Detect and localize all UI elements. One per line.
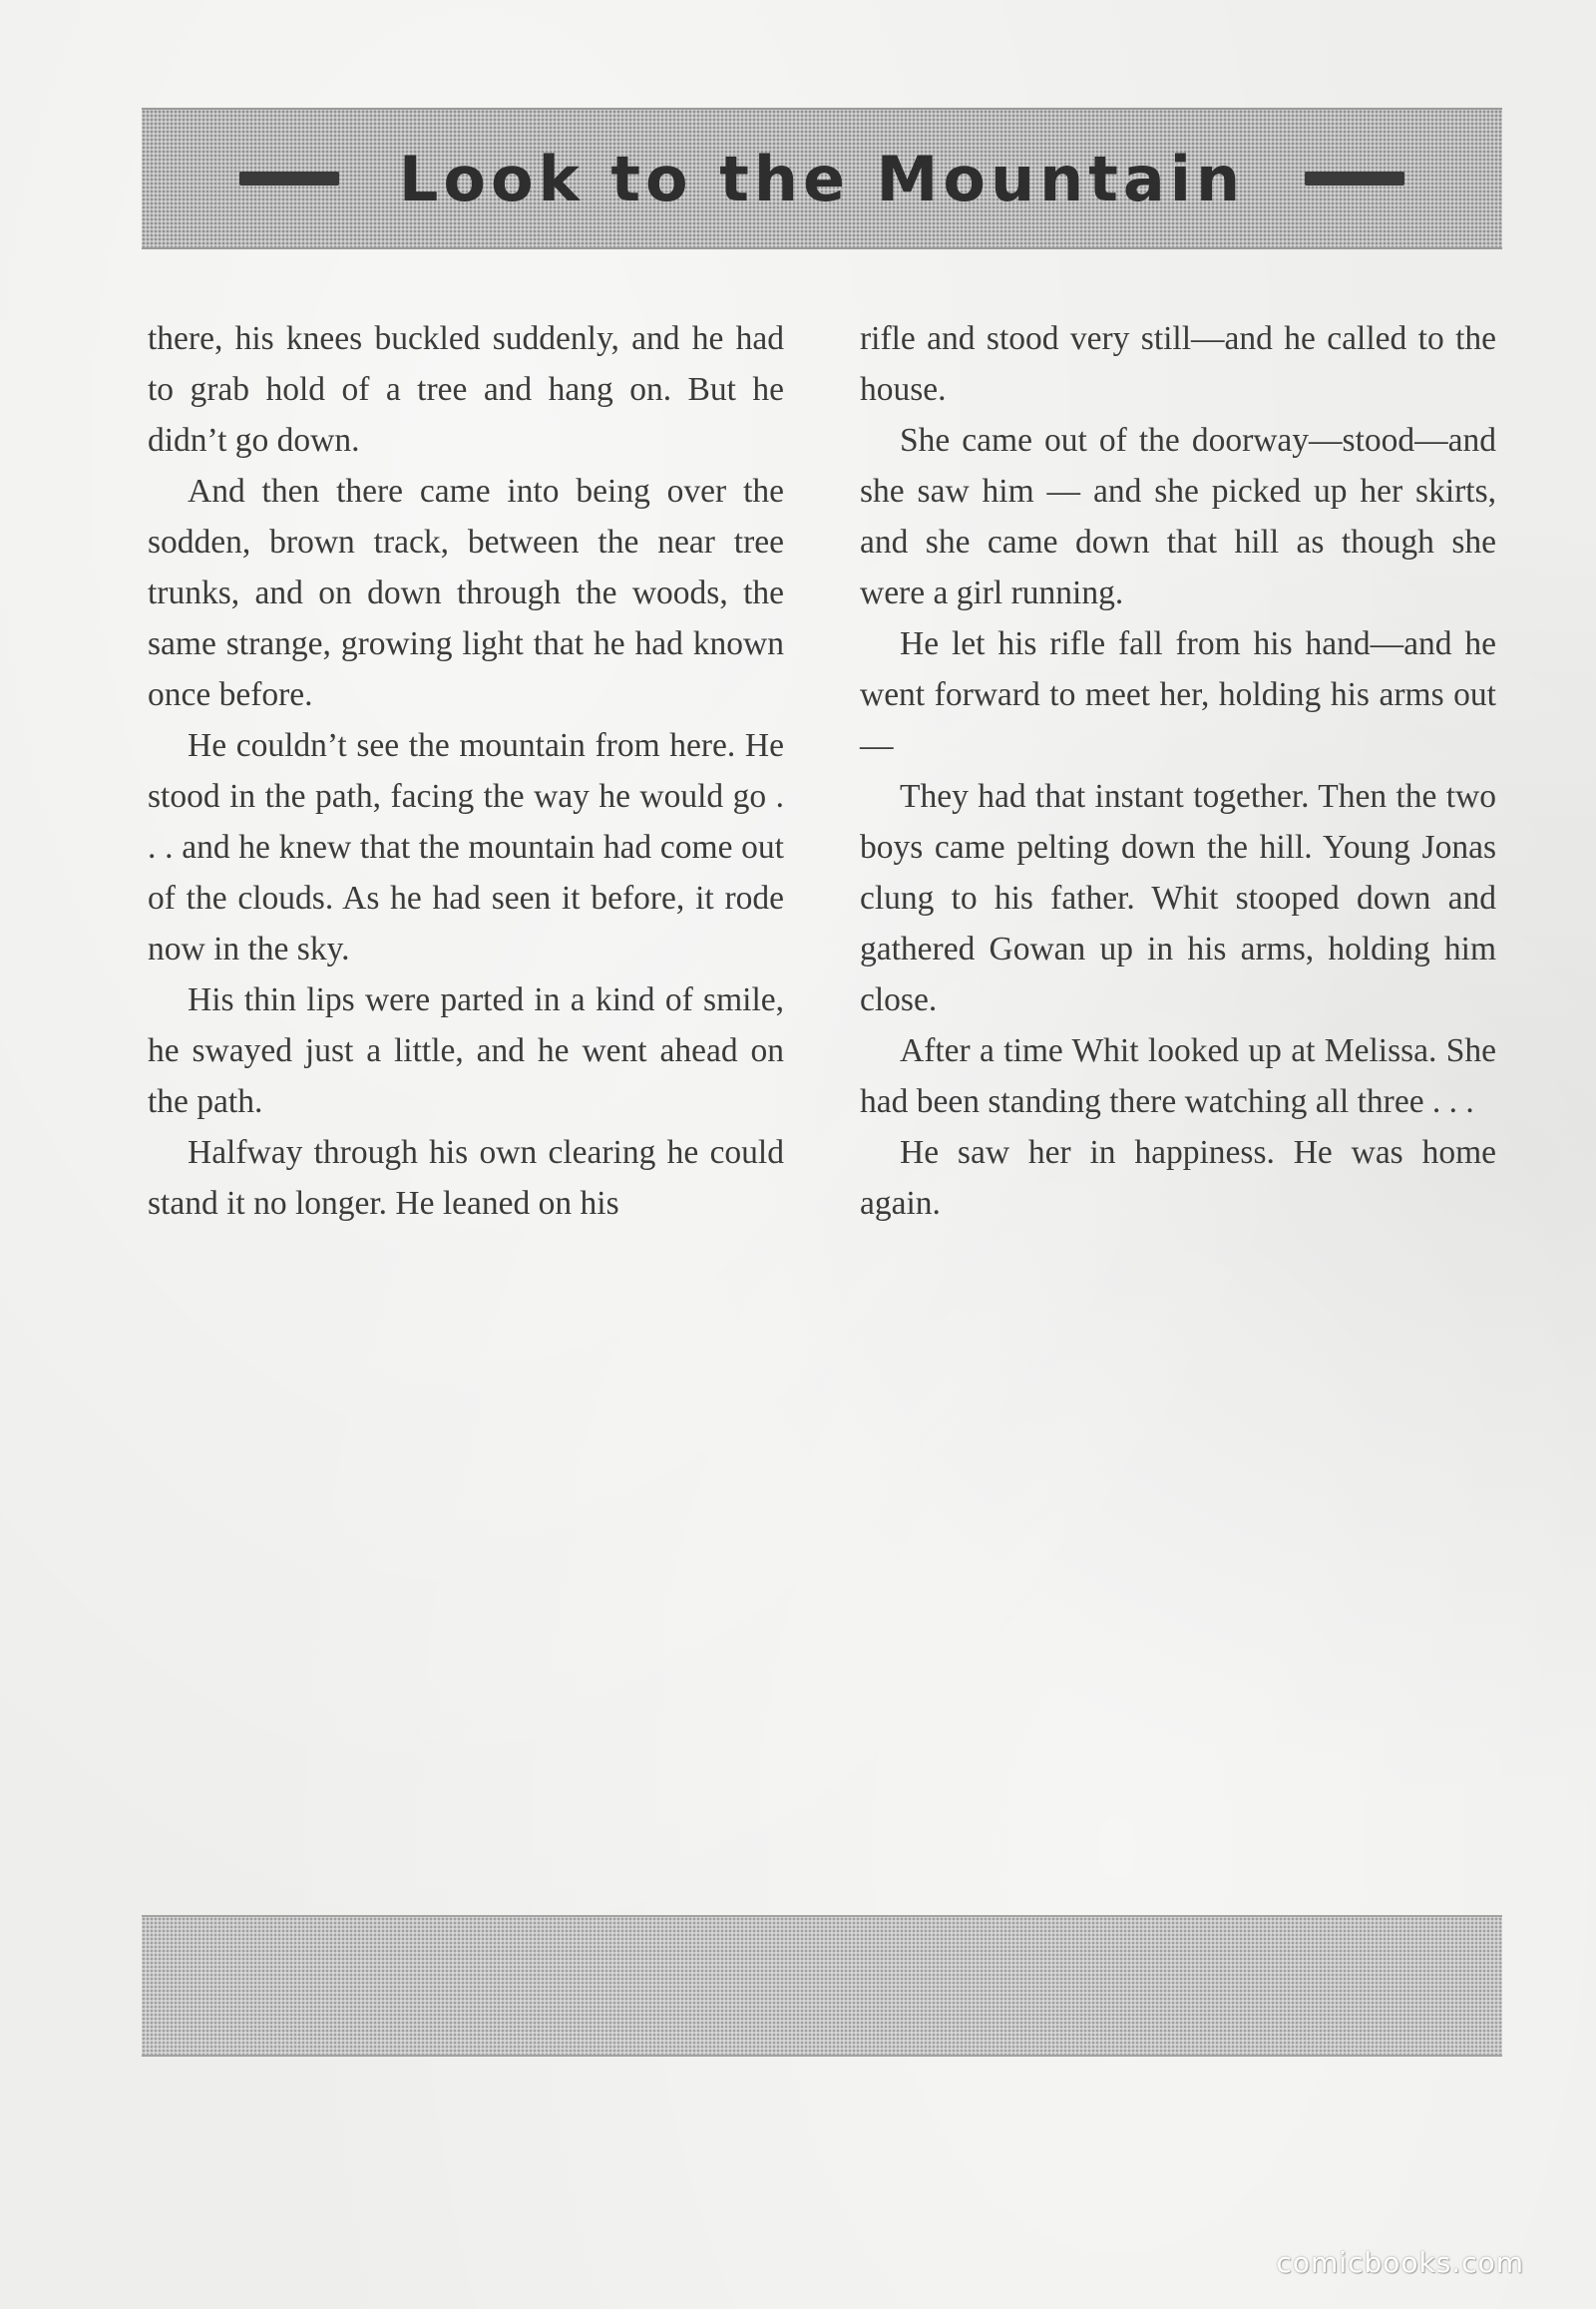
watermark: comicbooks.com bbox=[1276, 2246, 1524, 2279]
paragraph: And then there came into being over the sodden, brown track, between the near tree trunks, and on down through the woods, the same strange, growing light that he had known once before. bbox=[148, 473, 784, 713]
paragraph: He saw her in happiness. He was home again. bbox=[860, 1134, 1496, 1222]
paragraph: After a time Whit looked up at Melissa. She had been standing there watching all three . . . bbox=[860, 1032, 1496, 1120]
title-dash-right bbox=[1305, 172, 1404, 186]
paragraph: Halfway through his own clearing he could stand it no longer. He leaned on his bbox=[148, 1134, 784, 1222]
paragraph: They had that instant together. Then the two boys came pelting down the hill. Young Jonas clung to his father. Whit stooped down and gathered Gowan up in his arms, holding him close. bbox=[860, 778, 1496, 1018]
paragraph: there, his knees buckled suddenly, and he had to grab hold of a tree and hang on. But he didn’t go down. bbox=[148, 320, 784, 459]
paragraph: He let his rifle fall from his hand—and he went forward to meet her, holding his arms out— bbox=[860, 625, 1496, 764]
title-banner bbox=[142, 108, 1502, 249]
footer-band bbox=[142, 1915, 1502, 2057]
page-title: Look to the Mountain bbox=[398, 142, 1246, 215]
title-dash-left bbox=[239, 172, 339, 186]
paragraph: He couldn’t see the mountain from here. He stood in the path, facing the way he would go . . . and he knew that the mountain had come out of the clouds. As he had seen it before, it rode now in the sky. bbox=[148, 727, 784, 967]
paragraph: His thin lips were parted in a kind of smile, he swayed just a little, and he went ahead on the path. bbox=[148, 981, 784, 1120]
left-text-column bbox=[148, 313, 784, 1229]
paragraph: She came out of the doorway—stood—and she saw him — and she picked up her skirts, and she came down that hill as though she were a girl running. bbox=[860, 422, 1496, 611]
paragraph: rifle and stood very still—and he called to the house. bbox=[860, 320, 1496, 408]
right-text-column bbox=[860, 313, 1496, 1229]
